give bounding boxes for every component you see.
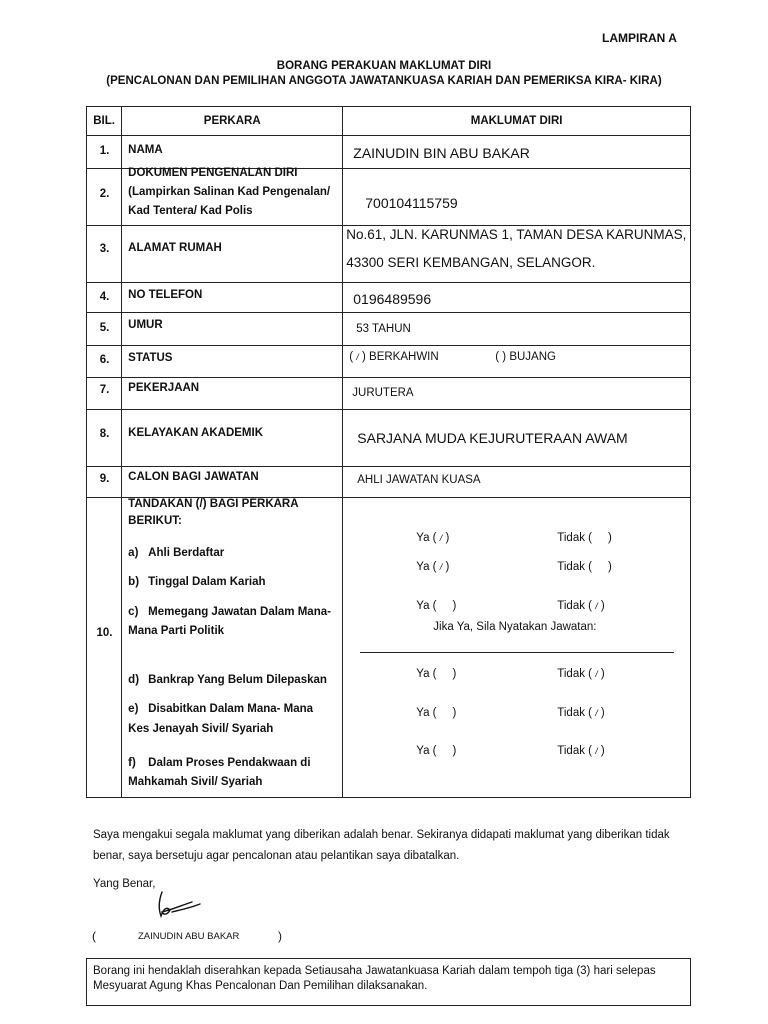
checklist-item-c: c) Memegang Jawatan Dalam Mana- <box>128 606 331 618</box>
lampiran-label: LAMPIRAN A <box>602 31 677 45</box>
checklist-item-b: b) Tinggal Dalam Kariah <box>128 576 266 588</box>
submission-note-box <box>86 958 691 1006</box>
checklist-item-a: a) Ahli Berdaftar <box>128 547 225 559</box>
signature-paren-close: ) <box>278 929 282 943</box>
declaration-text: Saya mengakui segala maklumat yang diberikan adalah benar. Sekiranya didapati maklumat yang diberikan tidak benar, saya bersetuju agar pencalonan atau pelantikan saya dibatalkan. <box>93 829 670 862</box>
position-write-line[interactable] <box>360 652 674 653</box>
table-header-row <box>87 107 691 136</box>
table-row <box>87 313 691 346</box>
ya-checkbox-f[interactable]: Ya ( ) <box>416 745 457 757</box>
row-label: KELAYAKAN AKADEMIK <box>128 427 263 439</box>
ya-checkbox-e[interactable]: Ya ( ) <box>416 707 457 719</box>
row-label-note: Kad Tentera/ Kad Polis <box>128 205 253 217</box>
form-subtitle: (PENCALONAN DAN PEMILIHAN ANGGOTA JAWATANKUASA KARIAH DAN PEMERIKSA KIRA- KIRA) <box>106 75 662 87</box>
status-option-bujang[interactable]: ( ) BUJANG <box>495 351 556 363</box>
tidak-checkbox-b[interactable]: Tidak ( ) <box>557 561 612 573</box>
table-row <box>87 378 691 410</box>
header-perkara: PERKARA <box>122 107 343 136</box>
table-row <box>87 467 691 498</box>
row-number: 9. <box>99 473 110 485</box>
position-value: AHLI JAWATAN KUASA <box>357 474 481 486</box>
table-row-checklist <box>87 498 691 798</box>
submission-note: Borang ini hendaklah diserahkan kepada Setiausaha Jawatankuasa Kariah dalam tempoh tiga (3) hari selepas Mesyuarat Agung Khas Pencalonan Dan Pemilihan dilaksanakan. <box>93 965 656 992</box>
qualification-value: SARJANA MUDA KEJURUTERAAN AWAM <box>357 430 628 446</box>
phone-value: 0196489596 <box>353 291 432 307</box>
address-line-1: No.61, JLN. KARUNMAS 1, TAMAN DESA KARUNMAS, <box>346 227 687 242</box>
tidak-checkbox-a[interactable]: Tidak ( ) <box>557 532 612 544</box>
row-number: 6. <box>99 354 110 366</box>
yang-benar-label: Yang Benar, <box>93 878 156 890</box>
age-value: 53 TAHUN <box>356 323 411 335</box>
checklist-item-f-cont: Mahkamah Sivil/ Syariah <box>128 776 263 788</box>
ya-checkbox-c[interactable]: Ya ( ) <box>416 600 457 612</box>
jika-ya-instruction: Jika Ya, Sila Nyatakan Jawatan: <box>433 621 597 633</box>
checklist-item-f: f) Dalam Proses Pendakwaan di <box>128 757 311 769</box>
table-row <box>87 283 691 313</box>
row-number: 1. <box>99 145 110 157</box>
checklist-intro: BERIKUT: <box>128 515 182 527</box>
tidak-checkbox-f[interactable]: Tidak ( / ) <box>557 745 605 757</box>
table-row <box>87 226 691 283</box>
name-value: ZAINUDIN BIN ABU BAKAR <box>353 145 530 161</box>
checklist-item-e: e) Disabitkan Dalam Mana- Mana <box>128 703 314 715</box>
checklist-intro: TANDAKAN (/) BAGI PERKARA <box>128 498 299 510</box>
address-line-2: 43300 SERI KEMBANGAN, SELANGOR. <box>346 255 596 270</box>
header-bil: BIL. <box>87 107 122 136</box>
row-label: PEKERJAAN <box>128 382 200 394</box>
table-row <box>87 410 691 467</box>
row-label: DOKUMEN PENGENALAN DIRI <box>128 167 298 179</box>
occupation-value: JURUTERA <box>352 387 414 399</box>
row-number: 2. <box>99 188 110 200</box>
tidak-checkbox-d[interactable]: Tidak ( / ) <box>557 668 605 680</box>
ya-checkbox-d[interactable]: Ya ( ) <box>416 668 457 680</box>
row-number: 10. <box>96 627 113 639</box>
checklist-item-d: d) Bankrap Yang Belum Dilepaskan <box>128 674 327 686</box>
row-number: 3. <box>99 243 110 255</box>
checklist-item-c-cont: Mana Parti Politik <box>128 625 225 637</box>
signatory-name: ZAINUDIN ABU BAKAR <box>138 931 240 942</box>
header-maklumat: MAKLUMAT DIRI <box>343 107 691 136</box>
signature-icon <box>150 888 210 928</box>
row-label: UMUR <box>128 319 163 331</box>
tidak-checkbox-e[interactable]: Tidak ( / ) <box>557 707 605 719</box>
ya-checkbox-b[interactable]: Ya ( / ) <box>416 561 450 573</box>
row-label: NAMA <box>128 144 163 156</box>
tidak-checkbox-c[interactable]: Tidak ( / ) <box>557 600 605 612</box>
row-label-note: (Lampirkan Salinan Kad Pengenalan/ <box>128 186 331 198</box>
check-mark: / <box>356 352 359 362</box>
table-row <box>87 169 691 226</box>
row-label: CALON BAGI JAWATAN <box>128 471 259 483</box>
row-label: STATUS <box>128 352 173 364</box>
form-title: BORANG PERAKUAN MAKLUMAT DIRI <box>276 60 492 72</box>
row-number: 7. <box>99 384 110 396</box>
signature-paren-open: ( <box>92 929 96 943</box>
id-number-value: 700104115759 <box>365 195 458 211</box>
details-table <box>86 106 691 798</box>
table-row <box>87 346 691 378</box>
status-option-berkahwin[interactable]: ( / ) BERKAHWIN <box>349 351 439 363</box>
row-number: 4. <box>99 291 110 303</box>
row-number: 5. <box>99 322 110 334</box>
ya-checkbox-a[interactable]: Ya ( / ) <box>416 532 450 544</box>
row-number: 8. <box>99 428 110 440</box>
checklist-item-e-cont: Kes Jenayah Sivil/ Syariah <box>128 723 274 735</box>
row-label: ALAMAT RUMAH <box>128 242 222 254</box>
row-label: NO TELEFON <box>128 289 203 301</box>
